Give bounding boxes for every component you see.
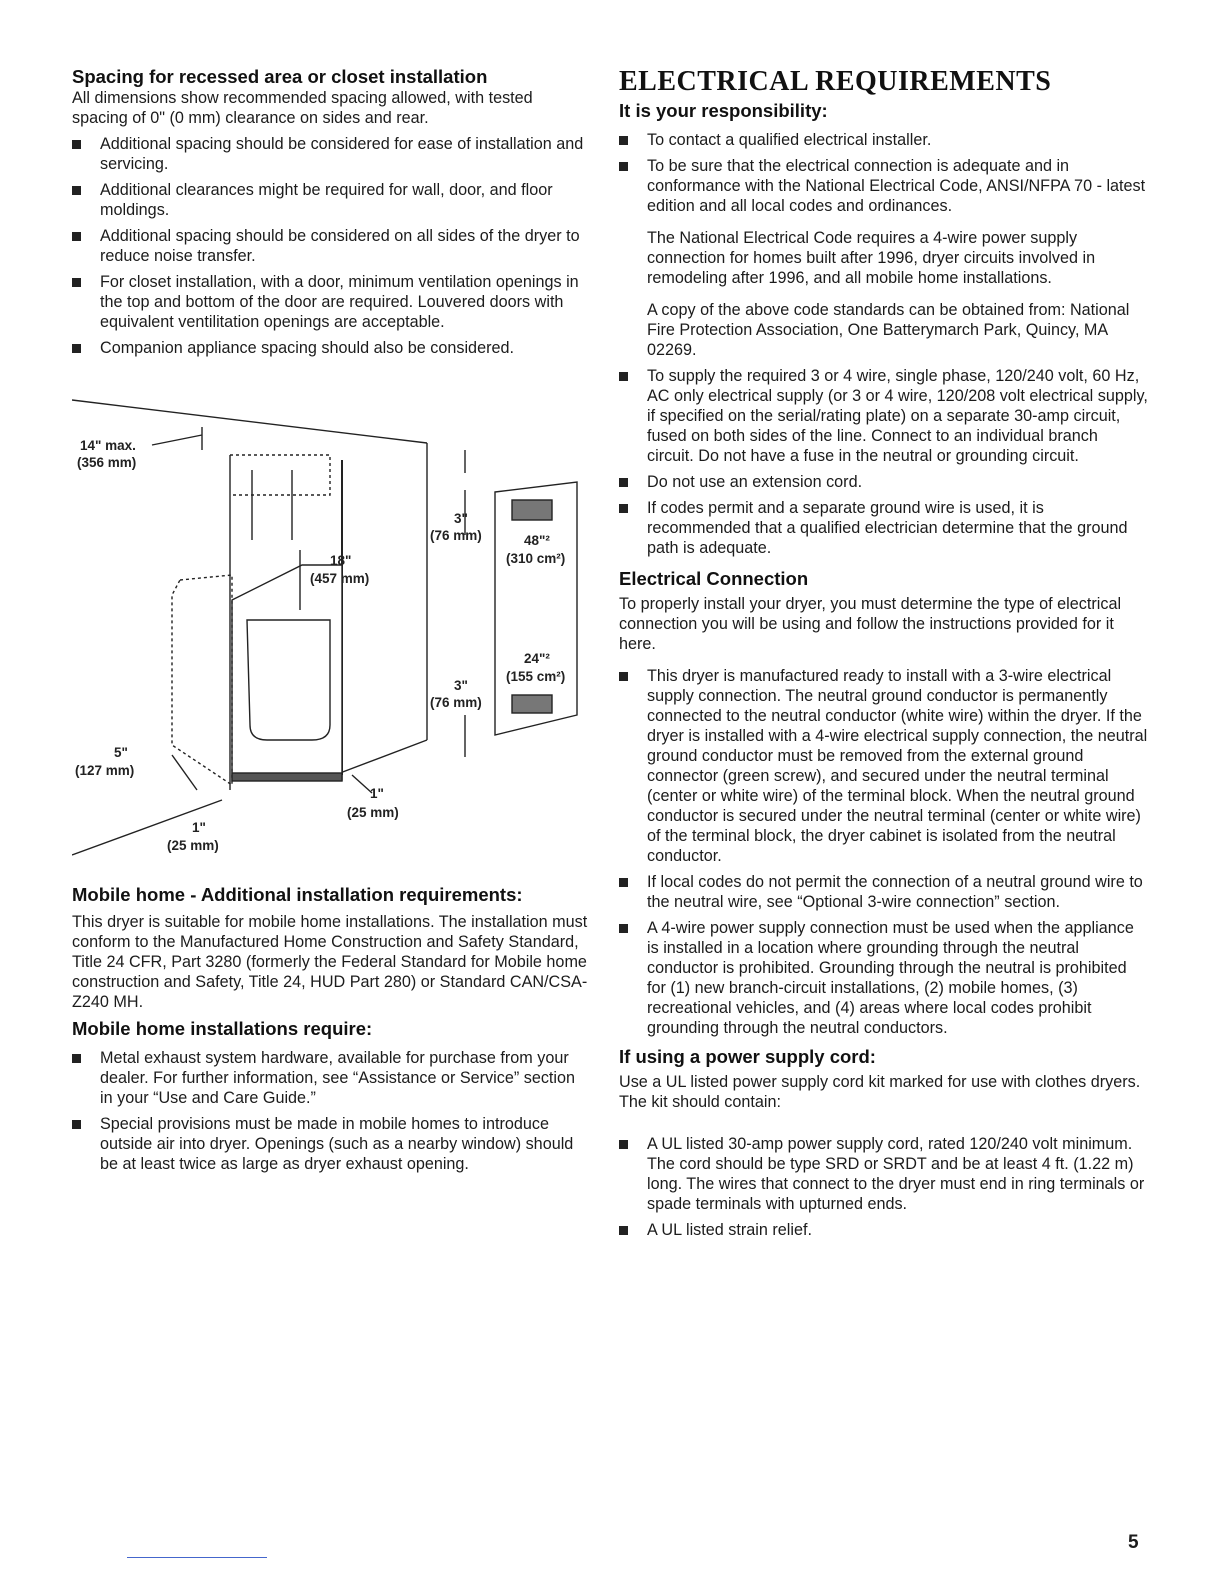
bullet-text: To supply the required 3 or 4 wire, single phase, 120/240 volt, 60 Hz, AC only electrical supply (or 3 or 4 wire, 120/208 volt electrical supply, if specified on the serial/rating plate) on a separate 30-amp circuit, fused on both sides of the line. Connect to an individual branch circuit. Do not have a fuse in the neutral or grounding circuit. [647,367,1148,465]
mobile-heading: Mobile home - Additional installation requirements: [72,884,523,905]
dim-1a-mm-label: (25 mm) [167,838,219,853]
list-item [619,130,1149,150]
list-item [619,366,1149,466]
list-item [619,498,1149,558]
dim-18-mm-label: (457 mm) [310,571,370,586]
cord-list [619,1134,1149,1240]
list-item: Metal exhaust system hardware, available for purchase from your dealer. For further information, see “Assistance or Service” section in your “Use and Care Guide.” [72,1048,592,1108]
dim-14-mm-label: (356 mm) [77,455,137,470]
footer-rule [127,1557,267,1558]
area-24-label: 24"² [524,651,550,666]
list-item: For closet installation, with a door, minimum ventilation openings in the top and bottom of the door are required. Louvered doors with equivalent ventilitation openings are acceptable. [72,272,592,332]
bullet-text: Do not use an extension cord. [647,473,863,491]
spacing-list [72,134,592,358]
dim-3a-mm-label: (76 mm) [430,528,482,543]
dim-3b-label: 3" [454,678,468,693]
list-item: Special provisions must be made in mobile homes to introduce outside air into dryer. Openings (such as a nearby window) should be at least twice as large as dryer exhaust opening. [72,1114,592,1174]
dim-5-mm-label: (127 mm) [75,763,135,778]
bullet-text: To contact a qualified electrical installer. [647,131,932,149]
spacing-heading: Spacing for recessed area or closet installation [72,66,488,87]
dim-1b-mm-label: (25 mm) [347,805,399,820]
bullet-text: To be sure that the electrical connection is adequate and in conformance with the National Electrical Code, ANSI/NFPA 70 - latest edition and all local codes and ordinances. [647,157,1146,215]
left-column [72,66,592,358]
responsibility-heading: It is your responsibility: [619,100,828,121]
connection-heading: Electrical Connection [619,568,809,589]
list-item: A 4-wire power supply connection must be used when the appliance is installed in a location where grounding through the neutral conductor is prohibited. Grounding through the neutral is prohibited for (1) new branch-circuit installations, (2) mobile homes, (3) recreational vehicles, and (4) areas where local codes prohibit grounding through the neutral conductors. [619,918,1149,1038]
list-item: Additional spacing should be considered on all sides of the dryer to reduce noise transfer. [72,226,592,266]
responsibility-list [619,130,1149,558]
list-item: Companion appliance spacing should also be considered. [72,338,592,358]
right-column [619,66,1149,1240]
spacing-intro: All dimensions show recommended spacing allowed, with tested spacing of 0" (0 mm) clearance on sides and rear. [72,89,533,127]
mobile-req-list [72,1048,592,1174]
area-48-label: 48"² [524,533,550,548]
mobile-home-section [72,884,592,1174]
bullet-subparagraph: The National Electrical Code requires a 4-wire power supply connection for homes built after 1996, dryer circuits involved in remodeling after 1996, and all mobile home installations. [647,229,1096,287]
list-item: This dryer is manufactured ready to install with a 3-wire electrical supply connection. The neutral ground conductor is permanently connected to the neutral conductor (white wire) within the dryer. If the dryer is installed with a 4-wire electrical supply connection, the neutral ground conductor must be removed from the external ground connector (green screw), and secured under the neutral terminal (center or white wire) of the terminal block. When the neutral ground conductor is secured under the neutral terminal (center or white wire) of the terminal block, the dryer cabinet is isolated from the neutral conductor. [619,666,1149,866]
bullet-text: If codes permit and a separate ground wire is used, it is recommended that a qualified electrician determine that the ground path is adequate. [647,499,1128,557]
area-48-mm-label: (310 cm²) [506,551,566,566]
dim-5-label: 5" [114,745,128,760]
dim-1b-label: 1" [370,786,384,801]
list-item [619,472,1149,492]
list-item: If local codes do not permit the connection of a neutral ground wire to the neutral wire, see “Optional 3-wire connection” section. [619,872,1149,912]
dim-1a-label: 1" [192,820,206,835]
mobile-text: This dryer is suitable for mobile home installations. The installation must conform to the Manufactured Home Construction and Safety Standard, Title 24 CFR, Part 3280 (formerly the Federal Standard for Mobile home construction and Safety, Title 24, HUD Part 280) or Standard CAN/CSA-Z240 MH. [72,913,588,1011]
page-number: 5 [1128,1532,1139,1553]
connection-list [619,666,1149,1038]
list-item: Additional clearances might be required for wall, door, and floor moldings. [72,180,592,220]
dim-18-label: 18" [330,553,352,568]
electrical-title: ELECTRICAL REQUIREMENTS [619,66,1052,97]
list-item: A UL listed 30-amp power supply cord, rated 120/240 volt minimum. The cord should be type SRD or SRDT and be at least 4 ft. (1.22 m) long. The wires that connect to the dryer must end in ring terminals or spade terminals with upturned ends. [619,1134,1149,1214]
cord-intro: Use a UL listed power supply cord kit marked for use with clothes dryers. The kit should contain: [619,1073,1141,1111]
bullet-subparagraph: A copy of the above code standards can be obtained from: National Fire Protection Association, One Batterymarch Park, Quincy, MA 02269. [647,301,1130,359]
cord-heading: If using a power supply cord: [619,1046,876,1067]
dim-14-label: 14" max. [80,438,136,453]
dim-3a-label: 3" [454,511,468,526]
list-item [619,156,1149,360]
area-24-mm-label: (155 cm²) [506,669,566,684]
list-item: A UL listed strain relief. [619,1220,1149,1240]
closet-installation-diagram [72,395,592,860]
mobile-req-heading: Mobile home installations require: [72,1018,373,1039]
dim-3b-mm-label: (76 mm) [430,695,482,710]
list-item: Additional spacing should be considered for ease of installation and servicing. [72,134,592,174]
connection-intro: To properly install your dryer, you must determine the type of electrical connection you will be using and follow the instructions provided for it here. [619,595,1122,653]
